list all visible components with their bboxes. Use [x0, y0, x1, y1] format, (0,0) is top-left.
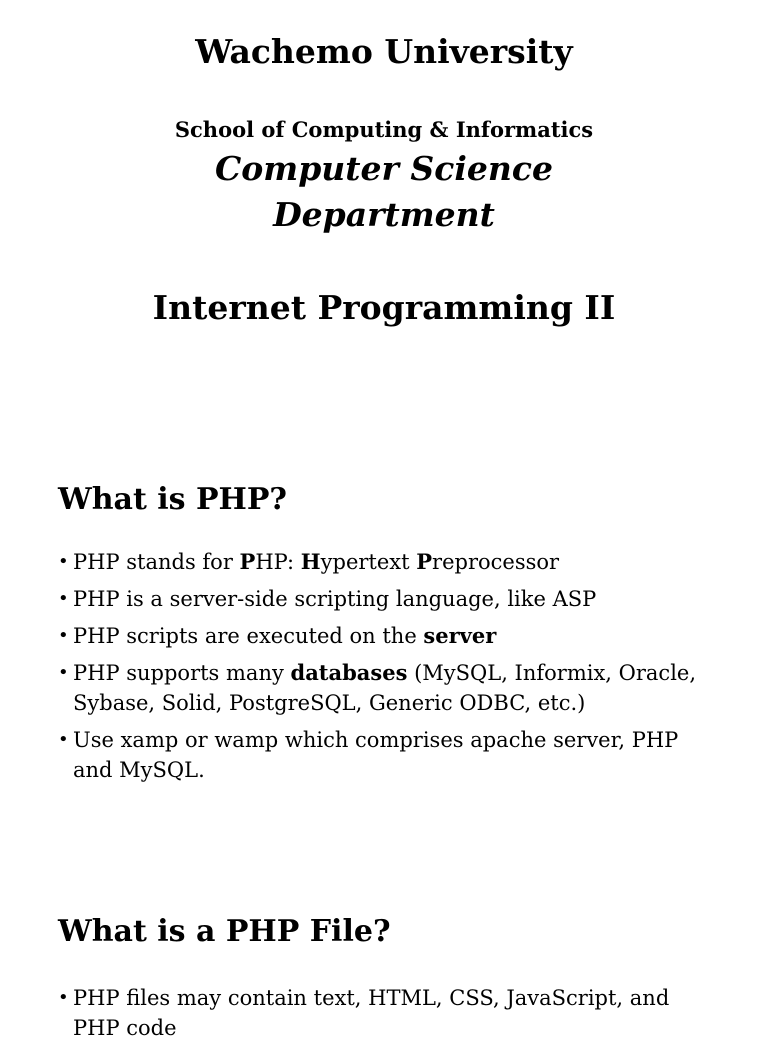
bullet-text: Use xamp or wamp which comprises apache server, PHP and MySQL. — [73, 728, 679, 782]
bullet-text: PHP stands for PHP: Hypertext Preprocessor — [73, 549, 560, 574]
section-what-is-php-file — [58, 912, 718, 1050]
list-item — [58, 547, 718, 577]
bullet-icon: • — [58, 729, 69, 750]
bullet-icon: • — [58, 551, 69, 572]
course-title: Internet Programming II — [152, 288, 616, 327]
list-item — [58, 621, 718, 651]
section-heading: What is a PHP File? — [58, 914, 391, 949]
school-name: School of Computing & Informatics — [174, 117, 594, 142]
bullet-text: PHP supports many databases (MySQL, Informix, Oracle, Sybase, Solid, PostgreSQL, Generic ODBC, etc.) — [73, 660, 697, 715]
section-heading: What is PHP? — [58, 482, 288, 517]
list-item — [58, 983, 718, 1043]
department-line-2: Department — [273, 195, 495, 234]
list-item — [58, 584, 718, 614]
bullet-list — [58, 983, 718, 1043]
bullet-icon: • — [58, 662, 69, 683]
title-slide — [0, 0, 768, 380]
bullet-text: PHP is a server-side scripting language, like ASP — [73, 587, 597, 611]
bullet-icon: • — [58, 588, 69, 609]
department-line-1: Computer Science — [215, 149, 553, 188]
bullet-text: PHP files may contain text, HTML, CSS, JavaScript, and PHP code — [73, 986, 670, 1040]
university-name: Wachemo University — [195, 32, 573, 71]
bullet-list — [58, 547, 718, 785]
bullet-text: PHP scripts are executed on the server — [73, 623, 497, 648]
bullet-icon: • — [58, 987, 69, 1008]
department-name — [0, 146, 768, 238]
list-item — [58, 658, 718, 718]
list-item — [58, 725, 718, 785]
section-what-is-php — [58, 480, 718, 792]
bullet-icon: • — [58, 625, 69, 646]
